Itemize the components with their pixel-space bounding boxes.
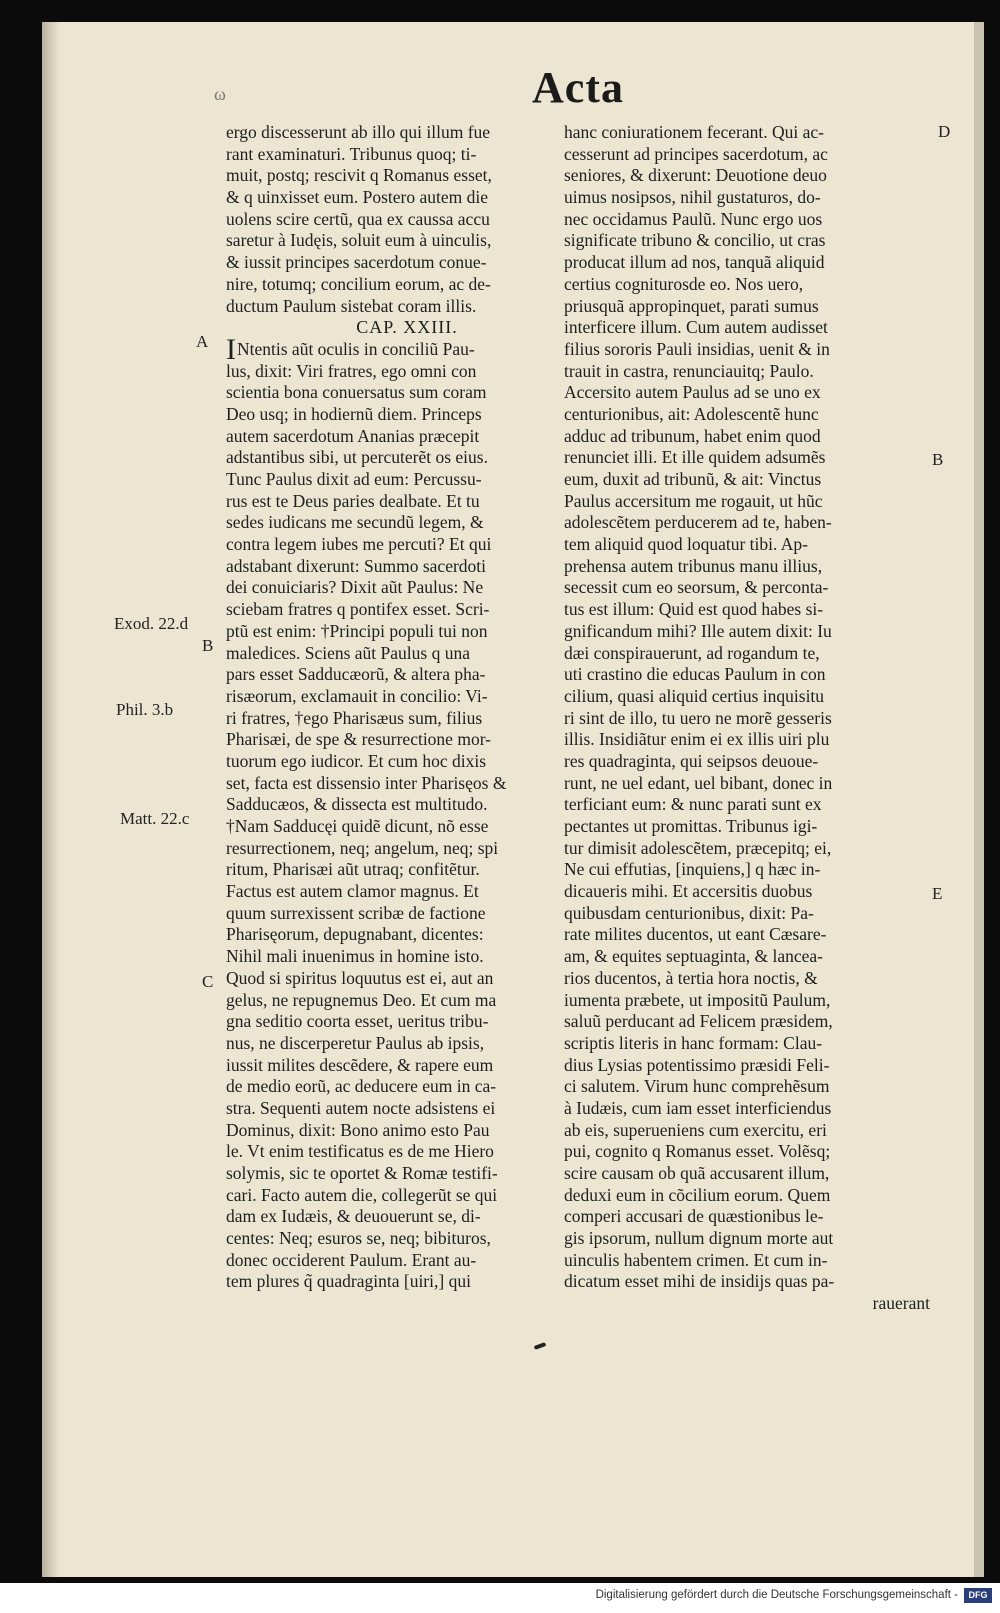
- right-column-line: adduc ad tribunum, habet enim quod: [564, 425, 821, 446]
- right-column-line: significate tribuno & concilio, ut cras: [564, 230, 826, 251]
- right-column-line: scire causam ob quã accusarent illum,: [564, 1163, 830, 1183]
- drop-cap: I: [226, 332, 236, 366]
- right-column-line: renunciet illi. Et ille quidem adsumẽs: [564, 447, 826, 468]
- left-column-line: uolens scire certũ, qua ex caussa accu: [226, 208, 490, 229]
- catchword: rauerant: [872, 1293, 930, 1314]
- left-column-line: autem sacerdotum Ananias præcepit: [226, 425, 480, 446]
- left-column-line: muit, postq; rescivit q Romanus esset,: [226, 165, 492, 186]
- left-column-line: gna seditio coorta esset, ueritus tribu-: [226, 1011, 489, 1032]
- ink-smudge: [534, 1342, 547, 1350]
- left-column-line: ductum Paulum sistebat coram illis.: [226, 295, 477, 316]
- left-column-line: Factus est autem clamor magnus. Et: [226, 881, 479, 902]
- left-column-line: cari. Facto autem die, collegerũt se qui: [226, 1184, 498, 1205]
- left-column-line: gelus, ne repugnemus Deo. Et cum ma: [226, 989, 497, 1010]
- right-column-line: rios ducentos, à tertia hora noctis, &: [564, 967, 818, 988]
- right-column-line: cesserunt ad principes sacerdotum, ac: [564, 143, 828, 164]
- left-column-line: quum surrexissent scribæ de factione: [226, 902, 486, 923]
- left-column-line: le. Vt enim testificatus es de me Hiero: [226, 1141, 494, 1162]
- left-column-line: Pharisæi, de spe & resurrectione mor-: [226, 729, 491, 750]
- right-column-line: dæi conspirauerunt, ad rogandum te,: [564, 642, 820, 663]
- left-column-line: stra. Sequenti autem nocte adsistens ei: [226, 1097, 496, 1118]
- right-column-line: tus est illum: Quid est quod habes si-: [564, 599, 824, 620]
- left-column-line: set, facta est dissensio inter Pharisęos &: [226, 772, 507, 793]
- left-text-column: [226, 122, 588, 1293]
- right-column-line: uimus nosipsos, nihil gustaturos, do-: [564, 187, 821, 208]
- right-column-line: adolescẽtem perducerem ad te, haben-: [564, 512, 832, 533]
- left-column-line: maledices. Sciens aũt Paulus q una: [226, 642, 470, 663]
- right-column-line: pui, cognito q Romanus esset. Volẽsq;: [564, 1141, 831, 1162]
- margin-letter-b: B: [202, 636, 214, 655]
- right-column-line: Ne cui effutias, [inquiens,] q hæc in-: [564, 859, 821, 880]
- text-line: Ntentis aũt oculis in conciliũ Pau-: [237, 338, 475, 359]
- left-column-line: & q uinxisset eum. Postero autem die: [226, 187, 488, 208]
- right-column-line: à Iudæis, cum iam esset interficiendus: [564, 1097, 832, 1118]
- margin-letter-c: C: [202, 972, 214, 991]
- left-column-line: †Nam Sadducęi quidẽ dicunt, nõ esse: [226, 816, 489, 836]
- left-column-line: Deo usq; in hodiernũ diem. Princeps: [226, 403, 482, 424]
- right-column-line: cilium, quasi aliquid certius inquisitu: [564, 685, 825, 706]
- left-column-line: rus est te Deus paries dealbate. Et tu: [226, 490, 480, 511]
- right-column-line: ri sint de illo, tu uero ne morẽ gesseris: [564, 707, 832, 728]
- margin-ref-philippians: Phil. 3.b: [116, 700, 174, 719]
- right-column-line: uti crastino die educas Paulum in con: [564, 664, 826, 685]
- margin-ref-matthew: Matt. 22.c: [120, 809, 190, 828]
- footer-credit: Digitalisierung gefördert durch die Deutsche Forschungsgemeinschaft -: [595, 1589, 958, 1601]
- left-column-line: saretur à Iudęis, soluit eum à uinculis,: [226, 230, 492, 251]
- left-column-line: rant examinaturi. Tribunus quoq; ti-: [226, 143, 477, 164]
- right-text-column: [564, 122, 930, 1315]
- left-column-line: Dominus, dixit: Bono animo esto Pau: [226, 1119, 490, 1140]
- right-column-line: saluũ perducant ad Felicem præsidem,: [564, 1011, 833, 1032]
- right-column-line: ci salutem. Virum hunc comprehẽsum: [564, 1076, 830, 1097]
- left-column-line: nire, totumq; concilium eorum, ac de-: [226, 273, 491, 294]
- left-column-line: sedes iudicans me secundũ legem, &: [226, 512, 484, 533]
- left-column-line: contra legem iubes me percuti? Et qui: [226, 534, 492, 555]
- left-column-line: donec occiderent Paulum. Erant au-: [226, 1249, 477, 1270]
- left-column-line: & iussit principes sacerdotum conue-: [226, 252, 487, 273]
- right-column-line: terficiant eum: & nunc parati sunt ex: [564, 794, 822, 815]
- left-column-line: centes: Neq; esuros se, neq; bibituros,: [226, 1228, 491, 1249]
- right-column-line: pectantes ut promittas. Tribunus igi-: [564, 816, 818, 836]
- right-column-line: ab eis, superueniens cum exercitu, eri: [564, 1119, 827, 1140]
- margin-letter-d: D: [938, 122, 951, 141]
- footer-bar: [0, 1583, 1000, 1613]
- right-column-line: runt, ne uel edant, uel bibant, donec in: [564, 772, 833, 793]
- left-column-line: scientia bona conuersatus sum coram: [226, 382, 487, 403]
- spine-shadow: [42, 22, 60, 1577]
- left-column-line: dam ex Iudæis, & deuouerunt se, di-: [226, 1206, 481, 1227]
- right-column-line: uinculis habentem crimen. Et cum in-: [564, 1249, 828, 1270]
- right-column-line: nec occidamus Paulũ. Nunc ergo uos: [564, 208, 823, 229]
- left-column-line: sciebam fratres q pontifex esset. Scri-: [226, 599, 490, 620]
- right-column-line: certius cogniturosde eo. Nos uero,: [564, 273, 804, 294]
- right-column-line: am, & equites septuaginta, & lancea-: [564, 946, 824, 967]
- margin-letter-a: A: [196, 332, 209, 351]
- left-column-line: adstabant dixerunt: Summo sacerdoti: [226, 555, 487, 576]
- right-column-line: seniores, & dixerunt: Deuotione deuo: [564, 165, 827, 186]
- right-column-line: priusquã appropinquet, parati sumus: [564, 295, 819, 316]
- left-column-line: lus, dixit: Viri fratres, ego omni con: [226, 360, 477, 381]
- left-column-line: nus, ne discerperetur Paulus ab ipsis,: [226, 1032, 485, 1053]
- margin-ref-exodus: Exod. 22.d: [114, 614, 189, 633]
- left-column-line: ptũ est enim: †Principi populi tui non: [226, 620, 488, 641]
- chapter-heading: CAP. XXIII.: [356, 317, 458, 338]
- right-column-line: comperi accusari de quæstionibus le-: [564, 1206, 824, 1227]
- right-column-line: gnificandum mihi? Ille autem dixit: Iu: [564, 620, 832, 641]
- right-column-line: quibusdam centurionibus, dixit: Pa-: [564, 902, 814, 923]
- right-column-line: producat illum ad nos, tanquã aliquid: [564, 252, 825, 273]
- right-column-line: illis. Insidiãtur enim ei ex illis uiri plu: [564, 729, 830, 750]
- left-column-line: tuorum ego iudicor. Et cum hoc dixis: [226, 750, 487, 771]
- right-column-line: Accersito autem Paulus ad se uno ex: [564, 382, 821, 403]
- left-column-line: ergo discesserunt ab illo qui illum fue: [226, 122, 491, 142]
- right-column-line: Paulus accersitum me rogauit, ut hũc: [564, 490, 823, 511]
- right-column-line: tur dimisit adolescẽtem, præcepitq; ei,: [564, 837, 832, 858]
- left-column-line: Sadducæos, & dissecta est multitudo.: [226, 794, 488, 815]
- left-column-line: tem plures q̃ quadraginta [uiri,] qui: [226, 1271, 471, 1292]
- right-column-line: tem aliquid quod loquatur tibi. Ap-: [564, 534, 809, 555]
- right-column-line: rate milites ducentos, ut eant Cæsare-: [564, 924, 827, 945]
- right-column-line: scriptis literis in hanc formam: Clau-: [564, 1032, 823, 1053]
- left-column-line: Tunc Paulus dixit ad eum: Percussu-: [226, 469, 482, 489]
- right-column-line: iumenta præbete, ut impositũ Paulum,: [564, 989, 831, 1010]
- right-column-line: gis ipsorum, nullum dignum morte aut: [564, 1228, 834, 1249]
- margin-letter-e: E: [932, 884, 943, 903]
- left-column-line: Nihil mali inuenimus in homine isto.: [226, 946, 484, 967]
- right-column-line: hanc coniurationem fecerant. Qui ac-: [564, 122, 824, 142]
- left-column-line: pars esset Sadducæorũ, & altera pha-: [226, 664, 486, 685]
- right-column-line: trauit in castra, renunciauitq; Paulo.: [564, 360, 814, 381]
- right-column-line: interficere illum. Cum autem audisset: [564, 317, 828, 338]
- right-column-line: dius Lysias potentissimo præsidi Feli-: [564, 1054, 830, 1075]
- right-column-line: filius sororis Pauli insidias, uenit & in: [564, 338, 830, 359]
- left-column-line: de medio eorũ, ac deducere eum in ca-: [226, 1076, 497, 1097]
- folio-mark: ω: [214, 84, 226, 104]
- right-column-line: deduxi eum in cõcilium eorum. Quem: [564, 1184, 831, 1205]
- left-column-line: iussit milites descẽdere, & rapere eum: [226, 1054, 494, 1075]
- right-column-line: res quadraginta, qui seipsos deuoue-: [564, 750, 819, 771]
- right-column-line: prehensa autem tribunus manu illius,: [564, 555, 823, 576]
- left-column-line: ritum, Pharisæi aũt utraq; confitẽtur.: [226, 859, 480, 880]
- right-column-line: centurionibus, ait: Adolescentẽ hunc: [564, 403, 819, 424]
- right-column-line: dicaueris mihi. Et accersitis duobus: [564, 881, 813, 902]
- right-column-line: eum, duxit ad tribunũ, & ait: Vinctus: [564, 469, 822, 489]
- left-column-line: ri fratres, †ego Pharisæus sum, filius: [226, 707, 483, 728]
- right-column-line: secessit cum eo seorsum, & perconta-: [564, 577, 829, 598]
- left-column-line: dei conuiciaris? Dixit aũt Paulus: Ne: [226, 577, 484, 598]
- dfg-logo: DFG: [964, 1588, 992, 1603]
- left-column-line: risæorum, exclamauit in concilio: Vi-: [226, 685, 488, 706]
- left-column-line: adstantibus sibi, ut percuterẽt os eius.: [226, 447, 488, 468]
- margin-letter-b-right: B: [932, 450, 944, 469]
- left-column-line: Quod si spiritus loquutus est ei, aut an: [226, 967, 494, 988]
- right-column-line: dicatum esset mihi de insidijs quas pa-: [564, 1271, 835, 1292]
- book-page: [42, 22, 984, 1577]
- left-column-line: [226, 332, 588, 366]
- left-column-line: resurrectionem, neq; angelum, neq; spi: [226, 837, 499, 858]
- left-column-line: solymis, sic te oportet & Romæ testifi-: [226, 1163, 498, 1183]
- left-column-line: Pharisęorum, depugnabant, dicentes:: [226, 924, 484, 945]
- running-head: Acta: [532, 63, 624, 112]
